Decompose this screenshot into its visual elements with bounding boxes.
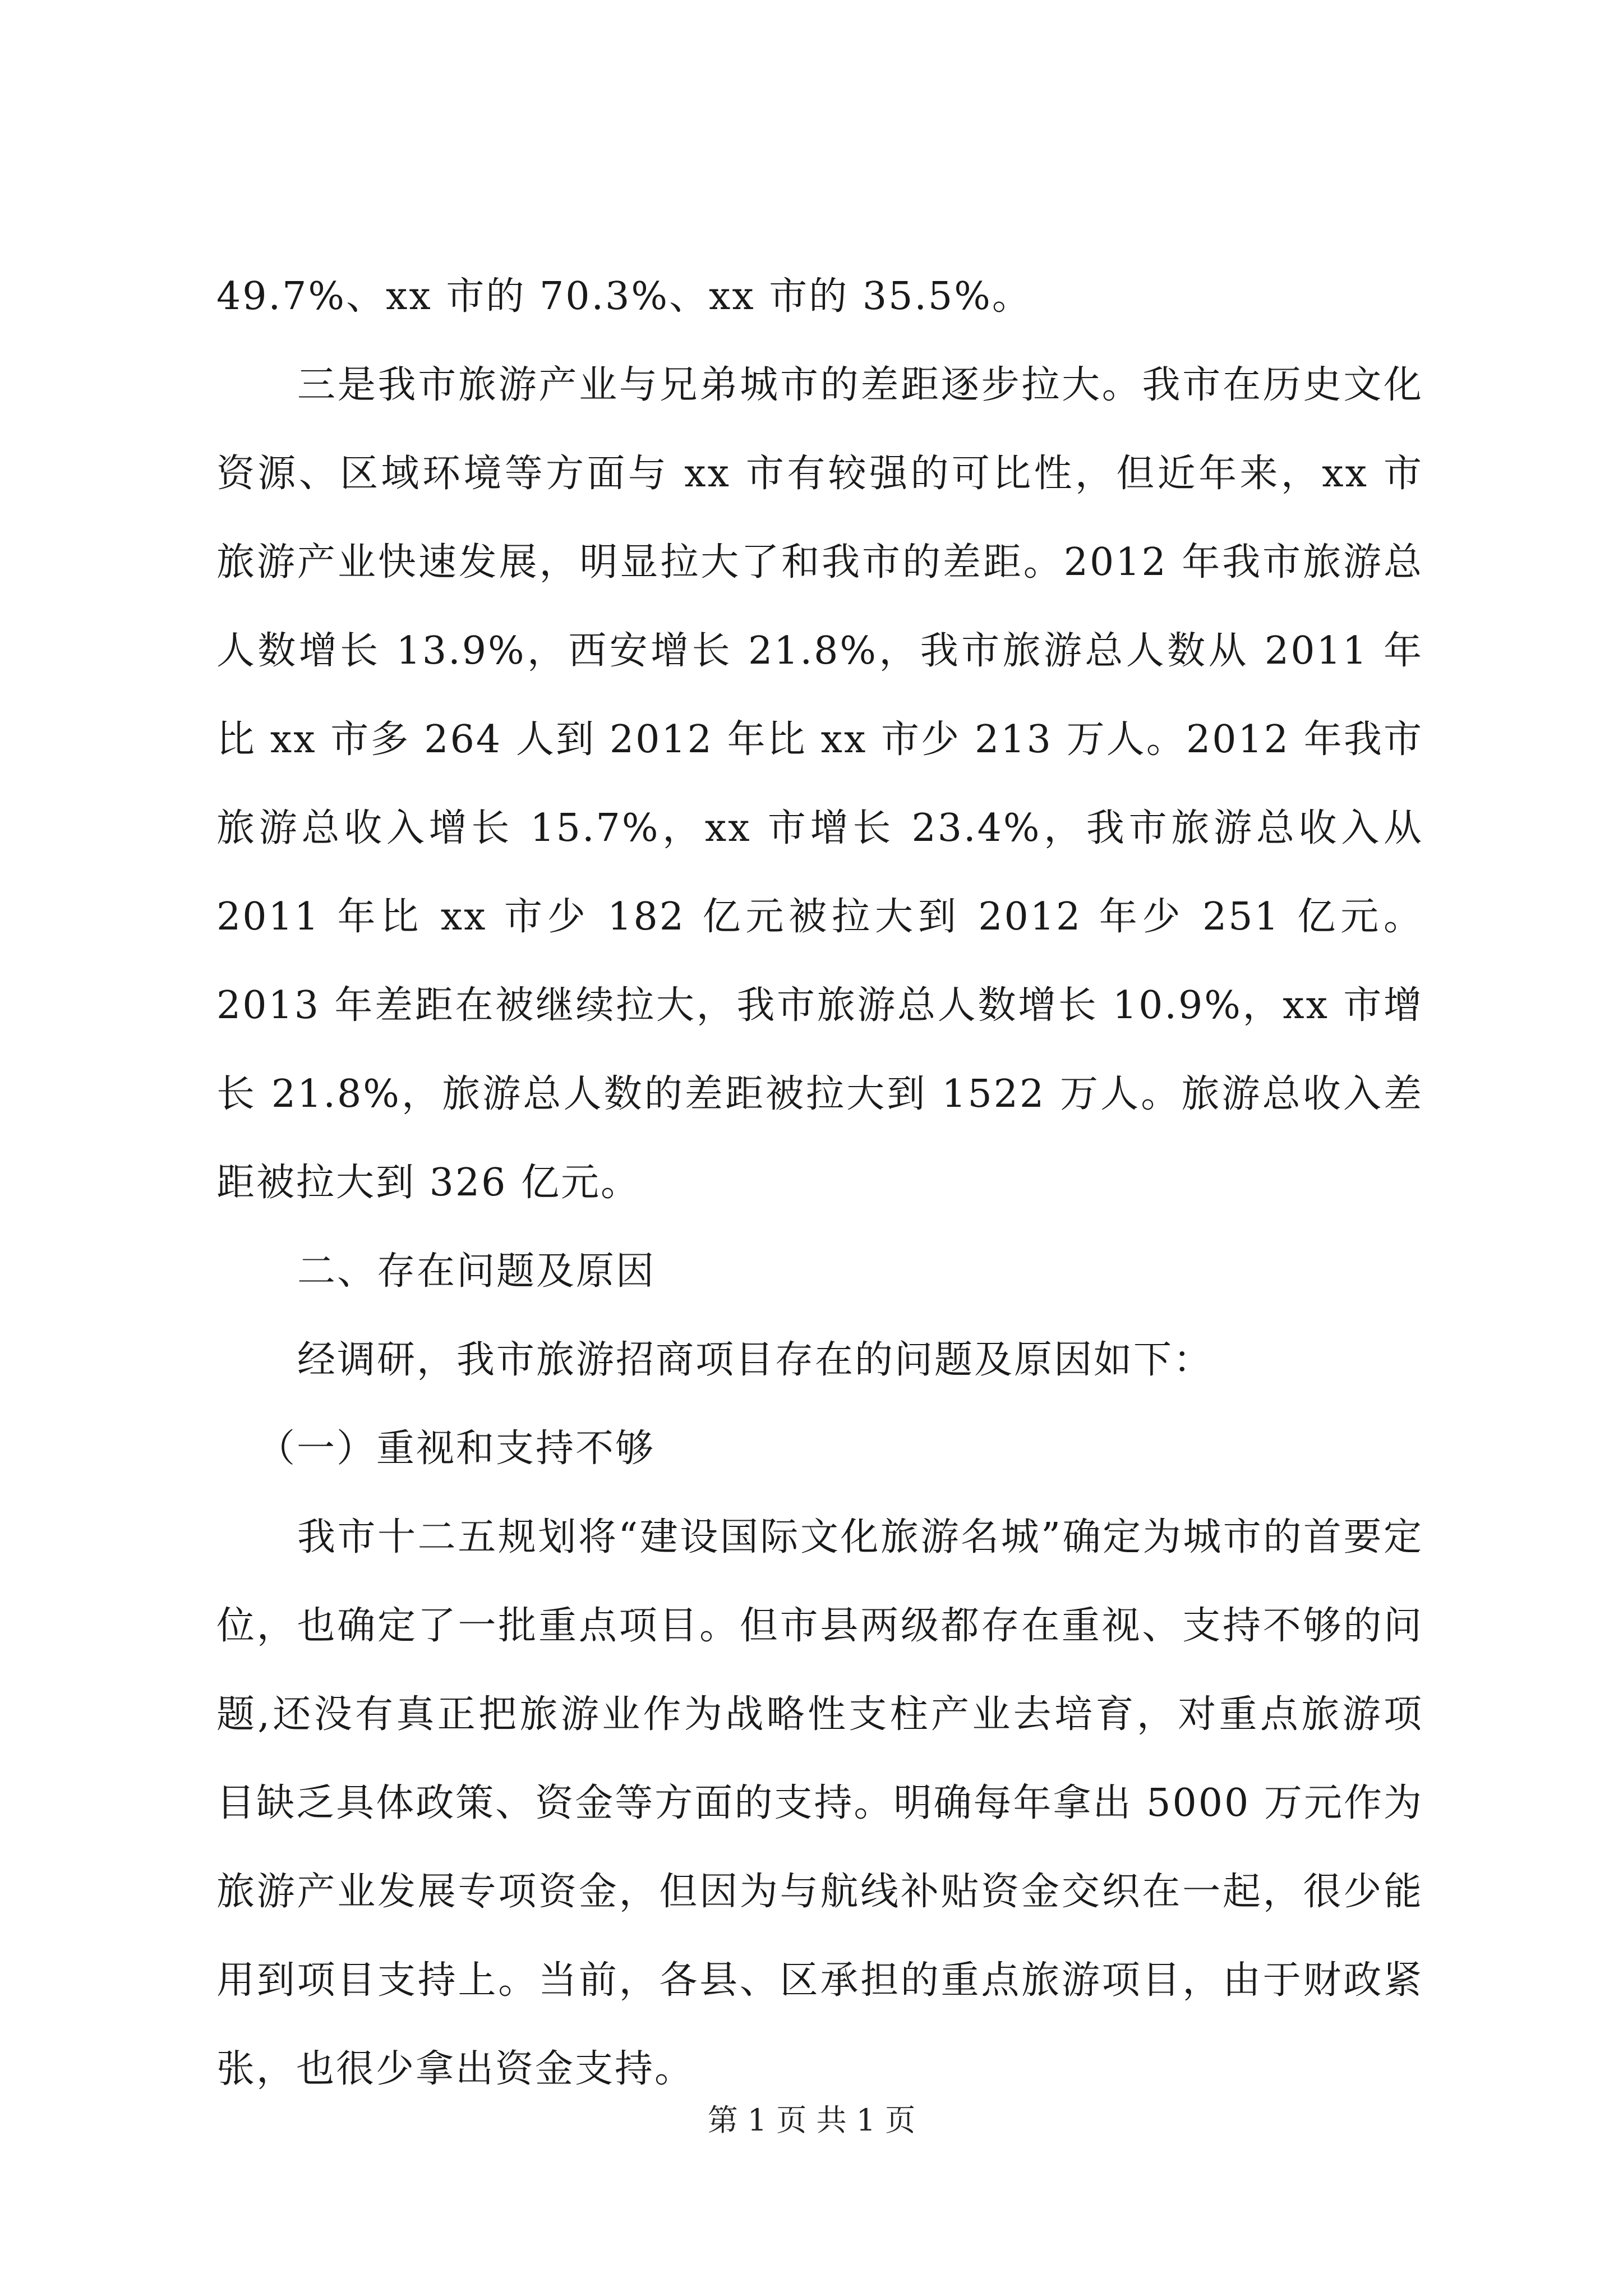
paragraph-insufficient-support: 我市十二五规划将“建设国际文化旅游名城”确定为城市的首要定位，也确定了一批重点项目。但市县两级都存在重视、支持不够的问题,还没有真正把旅游业作为战略性支柱产业去培育，对重点旅游项目缺乏具体政策、资金等方面的支持。明确每年拿出 5000 万元作为旅游产业发展专项资金，但因为与航线补贴资金交织在一起，很少能用到项目支持上。当前，各县、区承担的重点旅游项目，由于财政紧张，也很少拿出资金支持。 xyxy=(216,1515,1423,2091)
section-heading-problems: 二、存在问题及原因 xyxy=(297,1249,656,1294)
page-number-footer: 第 1 页 共 1 页 xyxy=(707,2102,916,2138)
paragraph-continuation: 49.7%、xx 市的 70.3%、xx 市的 35.5%。 xyxy=(216,274,1032,319)
paragraph-research-intro: 经调研，我市旅游招商项目存在的问题及原因如下： xyxy=(297,1338,1214,1382)
document-body xyxy=(216,252,1423,2114)
subsection-heading-support: （一）重视和支持不够 xyxy=(257,1427,656,1471)
paragraph-tourism-gap: 三是我市旅游产业与兄弟城市的差距逐步拉大。我市在历史文化资源、区域环境等方面与 xx 市有较强的可比性，但近年来，xx 市旅游产业快速发展，明显拉大了和我市的差距。2012 年我市旅游总人数增长 13.9%，西安增长 21.8%，我市旅游总人数从 2011 年比 xx 市多 264 人到 2012 年比 xx 市少 213 万人。2012 年我市旅游总收入增长 15.7%，xx 市增长 23.4%，我市旅游总收入从 2011 年比 xx 市少 182 亿元被拉大到 2012 年少 251 亿元。2013 年差距在被继续拉大，我市旅游总人数增长 10.9%，xx 市增长 21.8%，旅游总人数的差距被拉大到 1522 万人。旅游总收入差距被拉大到 326 亿元。 xyxy=(216,363,1423,1205)
